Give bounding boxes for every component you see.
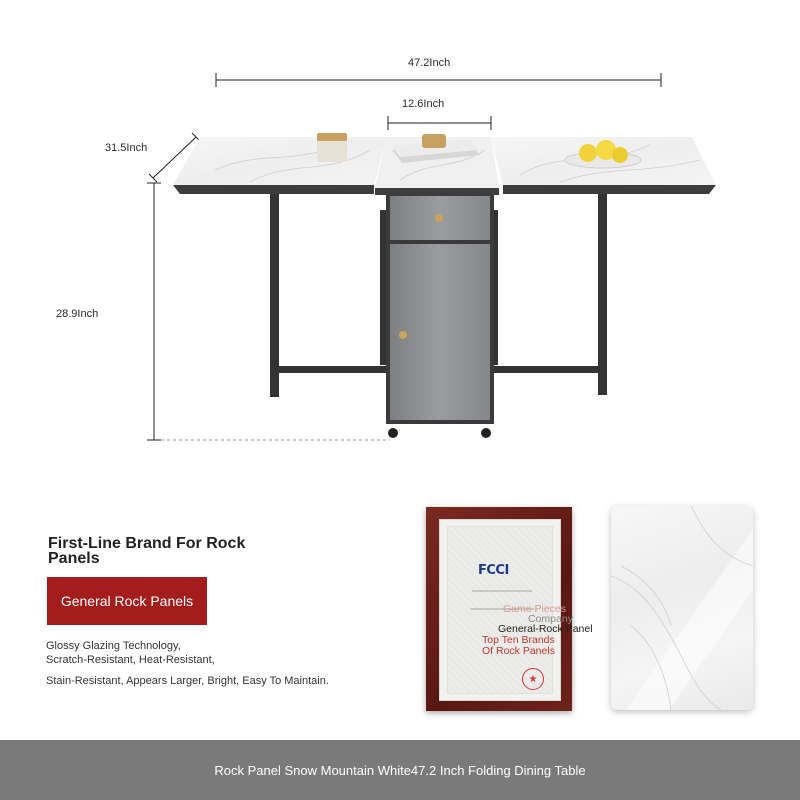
candle-jar (317, 133, 347, 162)
certificate-paper (439, 519, 593, 701)
storage-cabinet (386, 192, 494, 438)
feature-text-line-2: Scratch-Resistant, Heat-Resistant, (46, 654, 215, 666)
general-rock-panels-button[interactable]: General Rock Panels (47, 577, 207, 625)
table-legs-right (492, 194, 607, 395)
width-dimension-label: 47.2Inch (408, 57, 451, 69)
product-title-footer (0, 740, 800, 800)
depth-dimension-label: 31.5Inch (105, 142, 148, 154)
marble-vein-pattern (611, 506, 753, 710)
width-dimension-line (216, 73, 661, 87)
product-title: Rock Panel Snow Mountain White47.2 Inch Folding Dining Table (214, 762, 586, 778)
certificate-line (472, 590, 532, 592)
certificate-game-pieces: Game Pieces (503, 603, 567, 615)
center-dimension-label: 12.6Inch (402, 98, 445, 110)
height-dimension-line (147, 183, 390, 440)
certificate-seal-icon: ★ (522, 668, 544, 690)
certificate-frame (426, 507, 593, 711)
marble-sample-panel (611, 506, 753, 710)
feature-text-line-1: Glossy Glazing Technology, (46, 640, 181, 652)
feature-text-line-3: Stain-Resistant, Appears Larger, Bright, Easy To Maintain. (46, 675, 329, 687)
brand-headline: First-Line Brand For Rock Panels (48, 535, 246, 567)
certificate-of-rock-panels: Of Rock Panels (482, 645, 555, 657)
height-dimension-label: 28.9Inch (56, 308, 99, 320)
certificate-company: Company (528, 613, 573, 625)
certificate-general-rock-panel: General-Rock Panel (498, 623, 593, 635)
certificate-top-ten-brands: Top Ten Brands (482, 634, 555, 646)
center-dimension-line (388, 116, 491, 130)
certificate-logo: FCCI (478, 563, 509, 578)
table-legs-left (270, 194, 387, 397)
